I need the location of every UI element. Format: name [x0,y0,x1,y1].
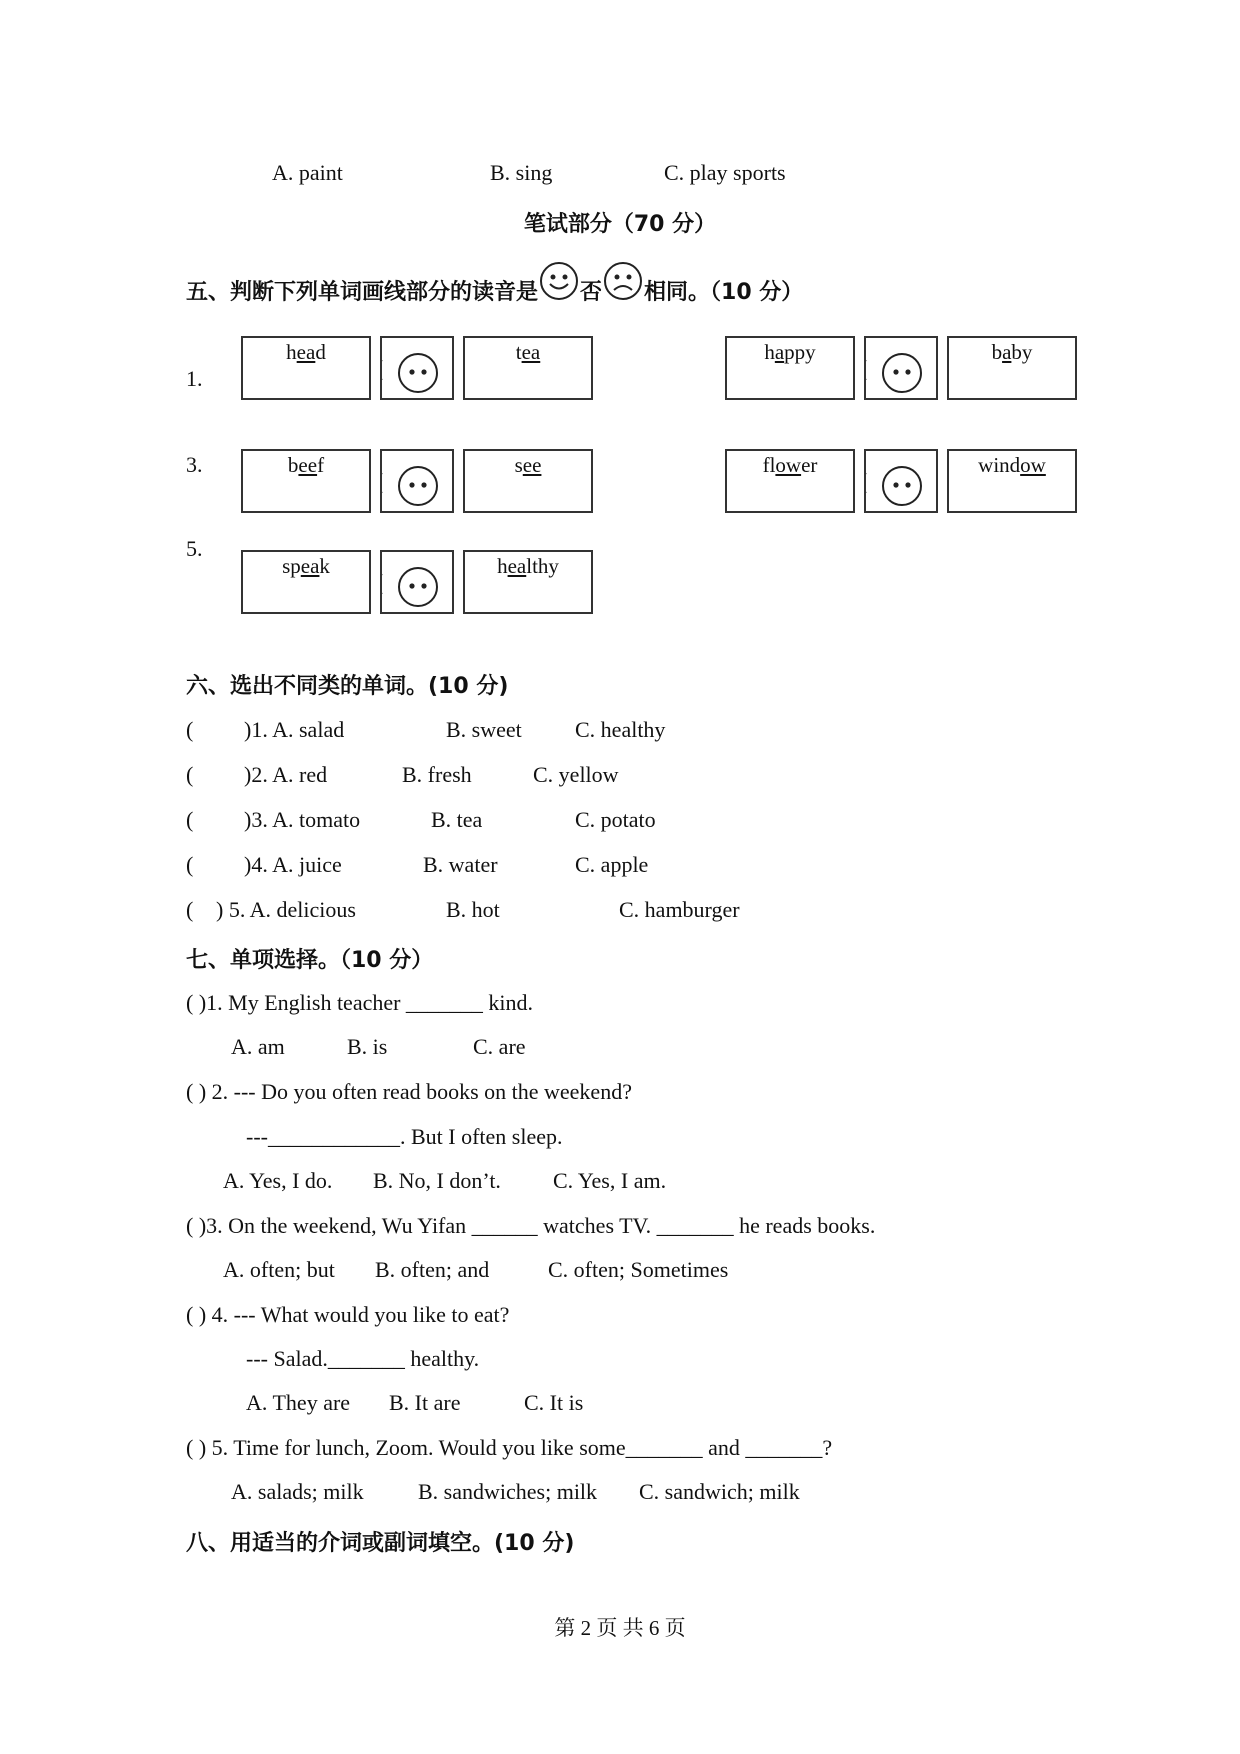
word-part: f [317,453,325,477]
answer-bracket: ( [186,717,194,742]
underlined-letters: ow [1020,453,1046,477]
option-a: )2. A. red [244,762,328,787]
underlined-letters: ee [298,453,318,477]
option-c: C. hamburger [619,897,740,922]
face-answer-box[interactable] [380,550,454,614]
q3-option-c: C. often; Sometimes [548,1257,729,1282]
q1-option-b: B. is [347,1034,388,1059]
question-5: ( ) 5. Time for lunch, Zoom. Would you like some_______ and _______? [186,1435,833,1460]
item-number: 3. [186,452,203,477]
option-c: C. healthy [575,717,666,742]
neutral-face-icon [382,451,454,513]
word-part: h [286,340,297,364]
word-part: er [801,453,818,477]
word-part: h [764,340,775,364]
q4-option-c: C. It is [524,1390,584,1415]
q1-option-a: A. am [231,1034,285,1059]
q4-reply: --- Salad._______ healthy. [246,1346,480,1371]
q2-option-b: B. No, I don’t. [373,1168,501,1193]
question-2: ( ) 2. --- Do you often read books on the weekend? [186,1079,632,1104]
item-number: 1. [186,366,203,391]
word-part: s [514,453,523,477]
happy-face-icon [538,260,580,302]
word-part: by [1011,340,1033,364]
word-box-b [463,550,593,614]
option-a: A. paint [272,160,343,185]
answer-bracket: ( [186,852,194,877]
word-part: wind [978,453,1021,477]
word-part: sp [282,554,301,578]
word-part: b [991,340,1003,364]
option-b: B. hot [446,897,500,922]
underlined-letters: ee [522,453,542,477]
section5-title: 五、判断下列单词画线部分的读音是 否 相同。（10 分） [186,272,803,314]
underlined-letters: ow [775,453,802,477]
q3-option-a: A. often; but [223,1257,335,1282]
option-c: C. play sports [664,160,786,185]
word-part: fl [762,453,776,477]
word-part: b [287,453,299,477]
word-box-a [241,550,371,614]
underlined-letters: a [1002,340,1012,364]
option-c: C. potato [575,807,656,832]
option-a: )3. A. tomato [244,807,361,832]
face-answer-box[interactable] [864,336,938,400]
q2-option-a: A. Yes, I do. [223,1168,333,1193]
sad-face-icon [602,260,644,302]
word-part: k [319,554,330,578]
option-b: B. fresh [402,762,472,787]
written-part-title: 笔试部分（70 分） [523,212,717,237]
face-answer-box[interactable] [380,449,454,513]
q5-option-a: A. salads; milk [231,1479,364,1504]
question-4: ( ) 4. --- What would you like to eat? [186,1302,510,1327]
q2-reply: ---____________. But I often sleep. [246,1124,563,1149]
q2-option-c: C. Yes, I am. [553,1168,667,1193]
word-part: d [315,340,326,364]
face-answer-box[interactable] [380,336,454,400]
item-number: 5. [186,536,203,561]
option-b: B. water [423,852,498,877]
answer-bracket: ( [186,762,194,787]
q5-option-b: B. sandwiches; milk [418,1479,598,1504]
neutral-face-icon [866,338,938,400]
word-box-a [725,449,855,513]
option-b: B. tea [431,807,483,832]
answer-bracket: ( [186,807,194,832]
option-b: B. sing [490,160,553,185]
option-c: C. apple [575,852,649,877]
word-box-b [947,449,1077,513]
word-box-a [725,336,855,400]
question-3: ( )3. On the weekend, Wu Yifan ______ watches TV. _______ he reads books. [186,1213,876,1238]
word-part: lthy [526,554,559,578]
underlined-letters: ea [300,554,320,578]
word-part: ppy [784,340,816,364]
underlined-letters: ea [521,340,541,364]
section8-title: 八、用适当的介词或副词填空。(10 分) [186,1531,575,1556]
underlined-letters: a [774,340,785,364]
question-1: ( )1. My English teacher _______ kind. [186,990,534,1015]
underlined-letters: ea [507,554,527,578]
option-a: ) 5. A. delicious [216,897,356,922]
word-box-b [463,449,593,513]
word-box-b [463,336,593,400]
q4-option-a: A. They are [246,1390,351,1415]
section7-title: 七、单项选择。（10 分） [186,948,434,973]
word-box-b [947,336,1077,400]
word-box-a [241,336,371,400]
q5-option-c: C. sandwich; milk [639,1479,800,1504]
section6-title: 六、选出不同类的单词。(10 分) [186,674,509,699]
option-b: B. sweet [446,717,522,742]
underlined-letters: ea [296,340,316,364]
word-part: h [497,554,508,578]
face-answer-box[interactable] [864,449,938,513]
option-c: C. yellow [533,762,619,787]
q4-option-b: B. It are [389,1390,461,1415]
answer-bracket: ( [186,897,194,922]
word-box-a [241,449,371,513]
q1-option-c: C. are [473,1034,526,1059]
q3-option-b: B. often; and [375,1257,490,1282]
neutral-face-icon [382,552,454,614]
option-a: )4. A. juice [244,852,342,877]
option-a: )1. A. salad [244,717,345,742]
neutral-face-icon [866,451,938,513]
word-part: t [515,340,522,364]
neutral-face-icon [382,338,454,400]
page-footer: 第 2 页 共 6 页 [554,1616,686,1640]
